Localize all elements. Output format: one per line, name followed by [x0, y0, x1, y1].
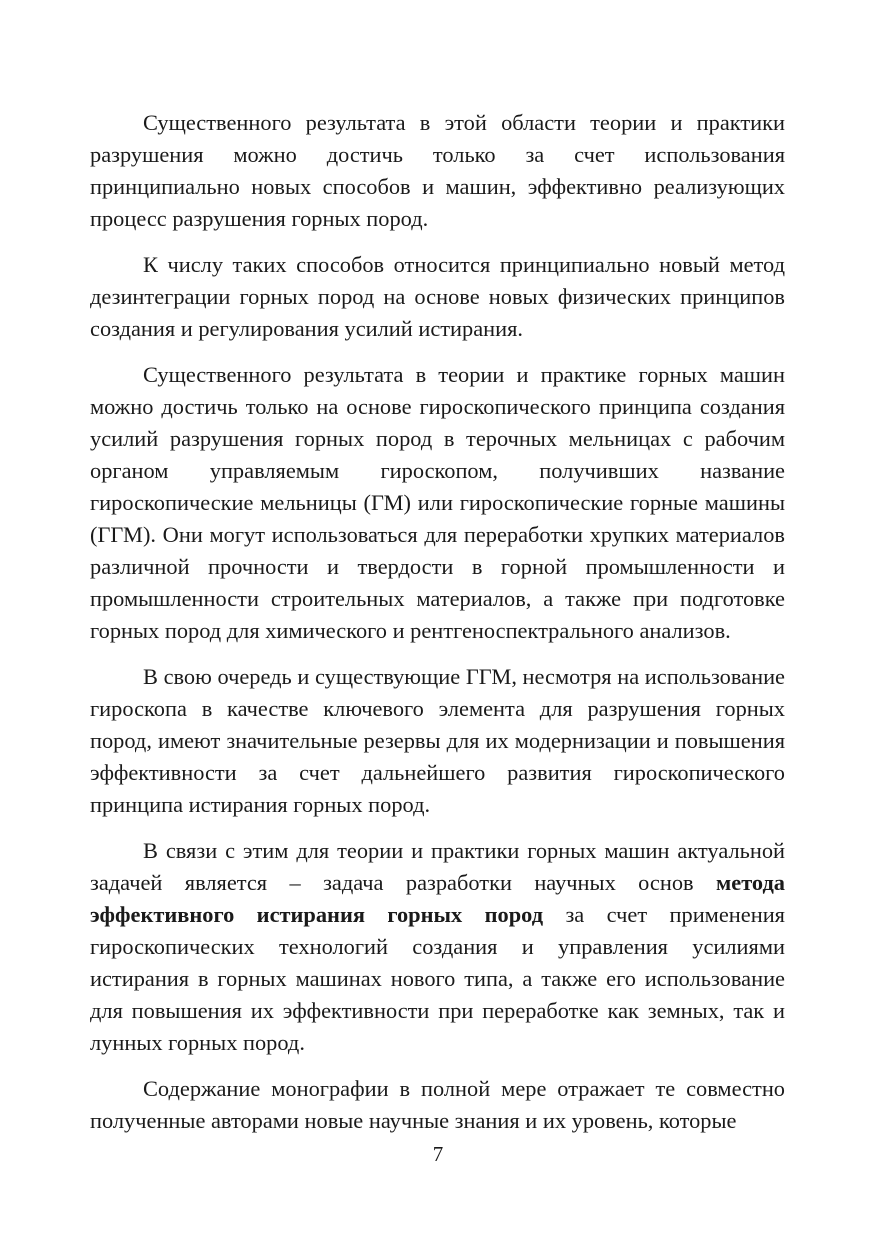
paragraph-1: Существенного результата в этой области теории и практики разрушения можно достичь только за счет использования принципиально новых способов и машин, эффективно реализующих процесс разрушения горных пород. — [90, 110, 785, 231]
bold-term: метода эффективного истирания горных пород — [90, 870, 785, 927]
paragraph-5-lead: В связи с этим для теории и практики горных машин актуальной задачей является – задача разработки научных основ — [90, 838, 785, 895]
paragraph-2: К числу таких способов относится принципиально новый метод дезинтеграции горных пород на основе новых физических принципов создания и регулирования усилий истирания. — [90, 252, 785, 341]
paragraph-5-tail: за счет применения гироскопических технологий создания и управления усилиями истирания в горных машинах нового типа, а также его использование для повышения их эффективности при переработке как земных, так и лунных горных пород. — [90, 902, 785, 1055]
paragraph-4: В свою очередь и существующие ГГМ, несмотря на использование гироскопа в качестве ключевого элемента для разрушения горных пород, имеют значительные резервы для их модернизации и повышения эффективности за счет дальнейшего развития гироскопического принципа истирания горных пород. — [90, 664, 785, 817]
paragraph-5 — [90, 835, 785, 1059]
paragraph-3: Существенного результата в теории и практике горных машин можно достичь только на основе гироскопического принципа создания усилий разрушения горных пород в терочных мельницах с рабочим органом управляемым гироскопом, получивших название гироскопические мельницы (ГМ) или гироскопические горные машины (ГГМ). Они могут использоваться для переработки хрупких материалов различной прочности и твердости в горной промышленности и промышленности строительных материалов, а также при подготовке горных пород для химического и рентгеноспектрального анализов. — [90, 362, 785, 643]
paragraph-6: Содержание монографии в полной мере отражает те совместно полученные авторами новые научные знания и их уровень, которые — [90, 1076, 785, 1133]
page-number: 7 — [432, 1142, 444, 1166]
body-text — [90, 107, 785, 1151]
